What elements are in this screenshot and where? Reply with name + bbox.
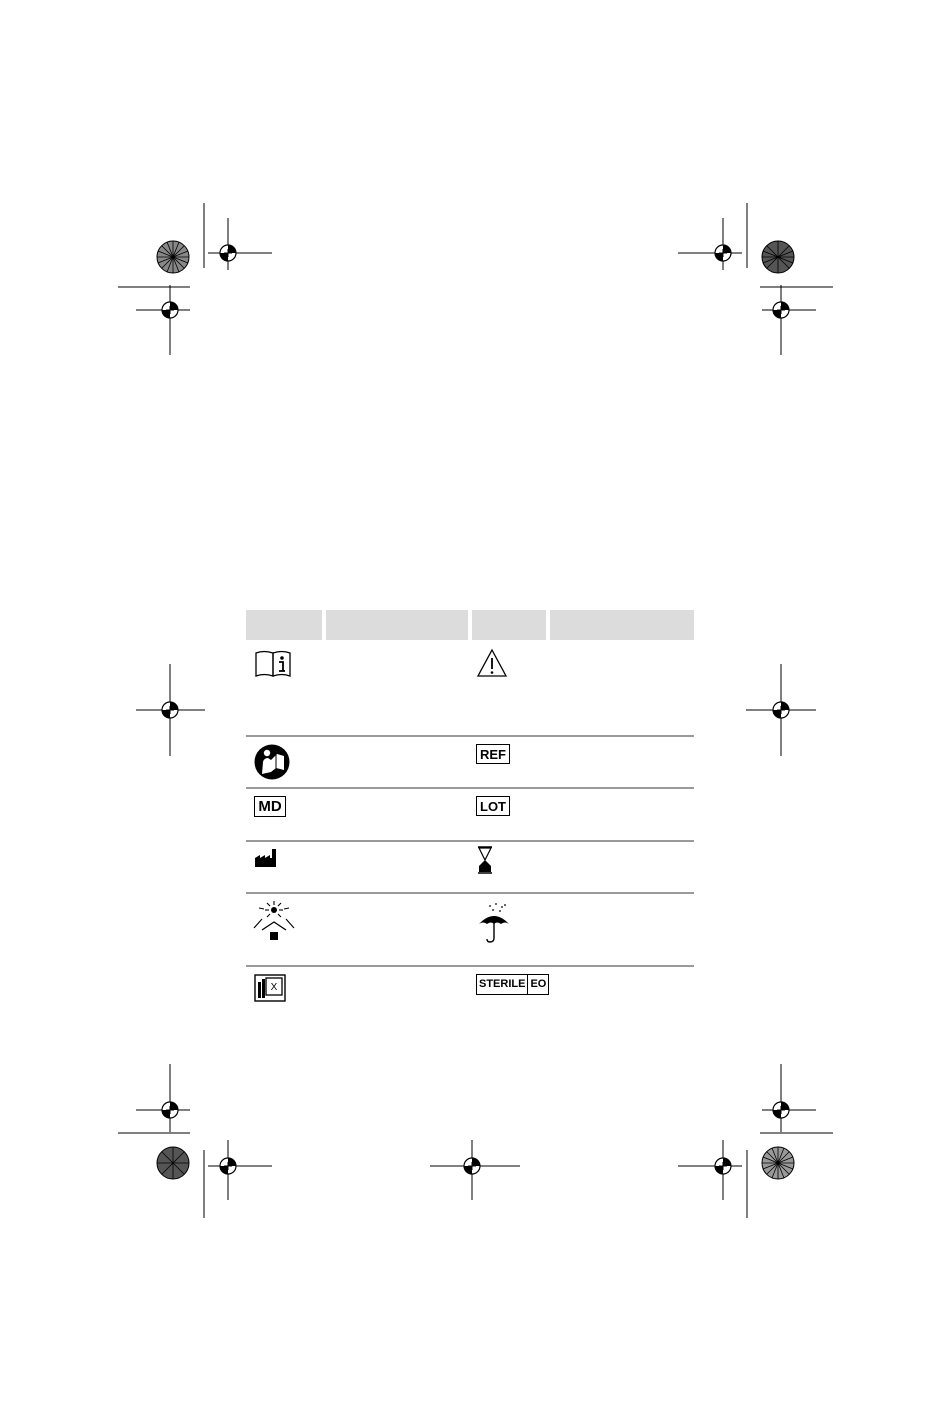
registration-target-icon [773, 702, 789, 718]
registration-target-icon [715, 1158, 731, 1174]
row-divider [246, 892, 694, 894]
registration-target-icon [773, 1102, 789, 1118]
row-divider [246, 840, 694, 842]
crop-marks-bottom [118, 1064, 833, 1218]
registration-target-icon [220, 1158, 236, 1174]
ref-catalogue-number-icon: REF [476, 744, 510, 764]
manufacturer-icon [254, 848, 278, 868]
x-ray-label: X [270, 982, 278, 993]
medical-device-icon: MD [254, 796, 286, 817]
table-header-cell [550, 610, 694, 640]
sterile-label: STERILE [477, 975, 528, 994]
crop-marks-top-left [118, 203, 272, 355]
registration-target-icon [162, 1102, 178, 1118]
eo-label: EO [530, 978, 547, 990]
registration-target-icon [773, 302, 789, 318]
crop-marks-top-right [678, 203, 833, 355]
table-header-cell [326, 610, 468, 640]
x-ray-film-icon [254, 974, 286, 1002]
table-header-cell [472, 610, 546, 640]
star-target-icon [157, 1147, 189, 1179]
registration-target-icon [715, 245, 731, 261]
table-header-cell [246, 610, 322, 640]
row-divider [246, 735, 694, 737]
registration-target-icon [162, 702, 178, 718]
caution-warning-icon [476, 648, 508, 678]
instructions-for-use-icon [254, 650, 292, 678]
star-target-icon [762, 241, 794, 273]
sterile-eo-icon [476, 974, 549, 995]
use-by-date-icon [476, 846, 494, 874]
star-target-icon [762, 1147, 794, 1179]
star-target-icon [157, 241, 189, 273]
lot-batch-code-icon: LOT [476, 796, 510, 816]
follow-instructions-icon [254, 744, 290, 780]
registration-target-icon [162, 302, 178, 318]
row-divider [246, 787, 694, 789]
registration-target-icon [220, 245, 236, 261]
row-divider [246, 965, 694, 967]
keep-away-from-sunlight-icon [252, 900, 296, 944]
registration-target-icon [464, 1158, 480, 1174]
keep-dry-icon [476, 902, 512, 944]
